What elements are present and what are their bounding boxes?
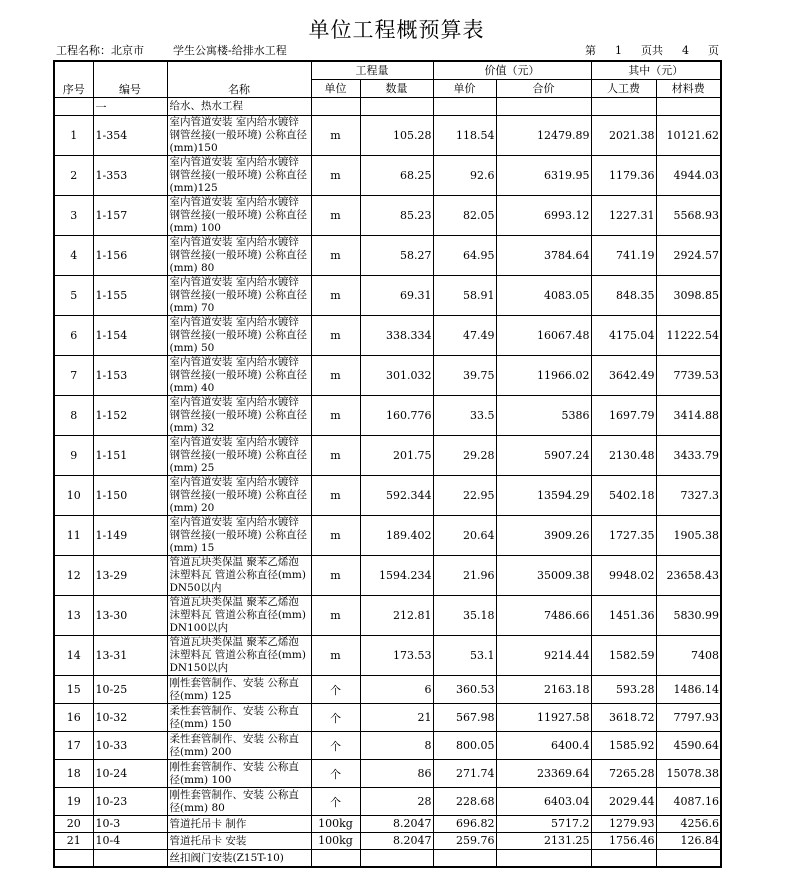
cell-total: 2163.18 bbox=[496, 676, 591, 704]
cell-code: 13-30 bbox=[93, 596, 167, 636]
cell-material: 7797.93 bbox=[656, 704, 721, 732]
cell-seq: 3 bbox=[54, 196, 93, 236]
section-row bbox=[54, 98, 721, 116]
cell-material: 10121.62 bbox=[656, 116, 721, 156]
table-row bbox=[54, 116, 721, 156]
cell-name: 管道瓦块类保温 聚苯乙烯泡沫塑料瓦 管道公称直径(mm) DN150以内 bbox=[167, 636, 311, 676]
cell-total: 13594.29 bbox=[496, 476, 591, 516]
cell-name: 室内管道安装 室内给水镀锌钢管丝接(一般环境) 公称直径(mm) 50 bbox=[167, 316, 311, 356]
cell-price: 696.82 bbox=[433, 816, 496, 833]
header-seq: 序号 bbox=[54, 61, 93, 98]
cell-name: 柔性套管制作、安装 公称直径(mm) 150 bbox=[167, 704, 311, 732]
cell-total: 6400.4 bbox=[496, 732, 591, 760]
cell-price: 53.1 bbox=[433, 636, 496, 676]
cell-total: 5907.24 bbox=[496, 436, 591, 476]
cell-material: 4256.6 bbox=[656, 816, 721, 833]
cell-total: 3784.64 bbox=[496, 236, 591, 276]
table-row bbox=[54, 788, 721, 816]
cell-total: 12479.89 bbox=[496, 116, 591, 156]
cell-price: 800.05 bbox=[433, 732, 496, 760]
cell-code: 10-24 bbox=[93, 760, 167, 788]
cell-name: 室内管道安装 室内给水镀锌钢管丝接(一般环境) 公称直径(mm) 15 bbox=[167, 516, 311, 556]
header-name: 名称 bbox=[167, 61, 311, 98]
cell-name: 室内管道安装 室内给水镀锌钢管丝接(一般环境) 公称直径(mm) 25 bbox=[167, 436, 311, 476]
cell-labor: 9948.02 bbox=[591, 556, 656, 596]
page-total: 4 bbox=[682, 44, 689, 57]
cell-unit: m bbox=[311, 556, 360, 596]
cell-price: 39.75 bbox=[433, 356, 496, 396]
cell-price: 567.98 bbox=[433, 704, 496, 732]
cell-code: 1-151 bbox=[93, 436, 167, 476]
cell-qty: 86 bbox=[360, 760, 433, 788]
cell-total: 11927.58 bbox=[496, 704, 591, 732]
cell-qty: 58.27 bbox=[360, 236, 433, 276]
cell-material: 2924.57 bbox=[656, 236, 721, 276]
cell-total: 6403.04 bbox=[496, 788, 591, 816]
cell-name: 刚性套管制作、安装 公称直径(mm) 125 bbox=[167, 676, 311, 704]
header-total: 合价 bbox=[496, 80, 591, 98]
cell-unit: 个 bbox=[311, 704, 360, 732]
cell-name: 刚性套管制作、安装 公称直径(mm) 100 bbox=[167, 760, 311, 788]
cell-price: 92.6 bbox=[433, 156, 496, 196]
table-row bbox=[54, 833, 721, 850]
cell-code: 1-353 bbox=[93, 156, 167, 196]
cell-labor: 1585.92 bbox=[591, 732, 656, 760]
cell-unit: m bbox=[311, 116, 360, 156]
table-row bbox=[54, 516, 721, 556]
cell-unit: m bbox=[311, 396, 360, 436]
cell-code: 10-3 bbox=[93, 816, 167, 833]
cell-total: 6993.12 bbox=[496, 196, 591, 236]
cell-price: 20.64 bbox=[433, 516, 496, 556]
cell-labor: 1727.35 bbox=[591, 516, 656, 556]
table-row bbox=[54, 556, 721, 596]
cell-price: 22.95 bbox=[433, 476, 496, 516]
cell-qty: 160.776 bbox=[360, 396, 433, 436]
cell-price: 58.91 bbox=[433, 276, 496, 316]
cell-qty: 189.402 bbox=[360, 516, 433, 556]
cell-seq: 1 bbox=[54, 116, 93, 156]
cell-qty: 1594.234 bbox=[360, 556, 433, 596]
cell-code: 1-154 bbox=[93, 316, 167, 356]
cell-price: 64.95 bbox=[433, 236, 496, 276]
cell-seq: 17 bbox=[54, 732, 93, 760]
cell-name: 管道瓦块类保温 聚苯乙烯泡沫塑料瓦 管道公称直径(mm) DN100以内 bbox=[167, 596, 311, 636]
cell-labor: 1279.93 bbox=[591, 816, 656, 833]
cell-material: 4590.64 bbox=[656, 732, 721, 760]
cell-price: 33.5 bbox=[433, 396, 496, 436]
cell-name: 管道瓦块类保温 聚苯乙烯泡沫塑料瓦 管道公称直径(mm) DN50以内 bbox=[167, 556, 311, 596]
document-title: 单位工程概预算表 bbox=[308, 18, 485, 42]
cell-code: 1-152 bbox=[93, 396, 167, 436]
cell-seq: 11 bbox=[54, 516, 93, 556]
header-qty-group: 工程量 bbox=[311, 61, 433, 80]
cell-name: 室内管道安装 室内给水镀锌钢管丝接(一般环境) 公称直径(mm) 40 bbox=[167, 356, 311, 396]
cell-code: 13-29 bbox=[93, 556, 167, 596]
cell-qty: 301.032 bbox=[360, 356, 433, 396]
cell-code: 10-33 bbox=[93, 732, 167, 760]
header-detail-group: 其中（元） bbox=[591, 61, 721, 80]
table-row bbox=[54, 236, 721, 276]
cell-name: 室内管道安装 室内给水镀锌钢管丝接(一般环境) 公称直径(mm) 70 bbox=[167, 276, 311, 316]
cell-seq: 16 bbox=[54, 704, 93, 732]
cell-material: 7739.53 bbox=[656, 356, 721, 396]
cell-qty: 201.75 bbox=[360, 436, 433, 476]
project-name: 学生公寓楼-给排水工程 bbox=[173, 44, 287, 57]
cell-price: 29.28 bbox=[433, 436, 496, 476]
cell-name: 丝扣阀门安装(Z15T-10) bbox=[167, 850, 311, 868]
cell-total: 11966.02 bbox=[496, 356, 591, 396]
cell-code: 1-155 bbox=[93, 276, 167, 316]
cell-material: 5830.99 bbox=[656, 596, 721, 636]
cell-total: 4083.05 bbox=[496, 276, 591, 316]
cell-seq: 19 bbox=[54, 788, 93, 816]
cell-seq: 12 bbox=[54, 556, 93, 596]
table-row bbox=[54, 476, 721, 516]
cell-labor: 1227.31 bbox=[591, 196, 656, 236]
cell-total: 6319.95 bbox=[496, 156, 591, 196]
cell-qty: 173.53 bbox=[360, 636, 433, 676]
cell-labor: 1451.36 bbox=[591, 596, 656, 636]
cell-code: 10-25 bbox=[93, 676, 167, 704]
cell-material: 3098.85 bbox=[656, 276, 721, 316]
cell-unit: 个 bbox=[311, 676, 360, 704]
cell-seq: 20 bbox=[54, 816, 93, 833]
header-material: 材料费 bbox=[656, 80, 721, 98]
cell-total: 16067.48 bbox=[496, 316, 591, 356]
cell-unit: m bbox=[311, 196, 360, 236]
cell-labor: 3618.72 bbox=[591, 704, 656, 732]
cell-material: 11222.54 bbox=[656, 316, 721, 356]
table-row bbox=[54, 636, 721, 676]
cell-unit: m bbox=[311, 436, 360, 476]
cell-qty: 68.25 bbox=[360, 156, 433, 196]
cell-total: 35009.38 bbox=[496, 556, 591, 596]
header-price: 单价 bbox=[433, 80, 496, 98]
cell-qty: 21 bbox=[360, 704, 433, 732]
cell-material: 5568.93 bbox=[656, 196, 721, 236]
cell-seq: 7 bbox=[54, 356, 93, 396]
cell-code: 10-32 bbox=[93, 704, 167, 732]
cell-labor: 848.35 bbox=[591, 276, 656, 316]
header-labor: 人工费 bbox=[591, 80, 656, 98]
cell-code: 1-153 bbox=[93, 356, 167, 396]
cell-qty: 338.334 bbox=[360, 316, 433, 356]
cell-unit: m bbox=[311, 516, 360, 556]
cell-qty: 28 bbox=[360, 788, 433, 816]
page-number: 1 bbox=[615, 44, 622, 57]
cell-unit: m bbox=[311, 596, 360, 636]
header-qty: 数量 bbox=[360, 80, 433, 98]
cell-price: 35.18 bbox=[433, 596, 496, 636]
cell-seq: 5 bbox=[54, 276, 93, 316]
budget-table bbox=[53, 60, 722, 868]
cell-labor: 2021.38 bbox=[591, 116, 656, 156]
cell-price: 21.96 bbox=[433, 556, 496, 596]
cell-code: 1-157 bbox=[93, 196, 167, 236]
cell-name: 室内管道安装 室内给水镀锌钢管丝接(一般环境) 公称直径(mm) 32 bbox=[167, 396, 311, 436]
cell-seq: 4 bbox=[54, 236, 93, 276]
cell-total: 2131.25 bbox=[496, 833, 591, 850]
cell-name: 柔性套管制作、安装 公称直径(mm) 200 bbox=[167, 732, 311, 760]
cell-qty: 6 bbox=[360, 676, 433, 704]
table-row bbox=[54, 196, 721, 236]
cell-material: 7327.3 bbox=[656, 476, 721, 516]
cell-seq: 18 bbox=[54, 760, 93, 788]
cell-code: 1-150 bbox=[93, 476, 167, 516]
cell-seq: 21 bbox=[54, 833, 93, 850]
cell-qty: 105.28 bbox=[360, 116, 433, 156]
cell-price: 259.76 bbox=[433, 833, 496, 850]
cell-unit: m bbox=[311, 356, 360, 396]
cell-qty: 69.31 bbox=[360, 276, 433, 316]
table-row bbox=[54, 816, 721, 833]
cell-material: 23658.43 bbox=[656, 556, 721, 596]
cell-name: 室内管道安装 室内给水镀锌钢管丝接(一般环境) 公称直径(mm) 80 bbox=[167, 236, 311, 276]
cell-seq: 15 bbox=[54, 676, 93, 704]
cell-qty: 8 bbox=[360, 732, 433, 760]
table-row-partial bbox=[54, 850, 721, 868]
cell-name: 室内管道安装 室内给水镀锌钢管丝接(一般环境) 公称直径(mm) 20 bbox=[167, 476, 311, 516]
table-row bbox=[54, 156, 721, 196]
cell-material: 1905.38 bbox=[656, 516, 721, 556]
cell-unit: 100kg bbox=[311, 816, 360, 833]
cell-name: 管道托吊卡 安装 bbox=[167, 833, 311, 850]
cell-seq: 13 bbox=[54, 596, 93, 636]
cell-name: 室内管道安装 室内给水镀锌钢管丝接(一般环境) 公称直径(mm)125 bbox=[167, 156, 311, 196]
cell-name: 管道托吊卡 制作 bbox=[167, 816, 311, 833]
cell-unit: 个 bbox=[311, 788, 360, 816]
cell-material: 126.84 bbox=[656, 833, 721, 850]
cell-qty: 85.23 bbox=[360, 196, 433, 236]
cell-labor: 741.19 bbox=[591, 236, 656, 276]
cell-labor: 1179.36 bbox=[591, 156, 656, 196]
cell-material: 7408 bbox=[656, 636, 721, 676]
cell-unit: m bbox=[311, 316, 360, 356]
table-row bbox=[54, 316, 721, 356]
cell-total: 9214.44 bbox=[496, 636, 591, 676]
cell-code: 1-149 bbox=[93, 516, 167, 556]
cell-material: 3414.88 bbox=[656, 396, 721, 436]
cell-labor: 5402.18 bbox=[591, 476, 656, 516]
cell-price: 118.54 bbox=[433, 116, 496, 156]
cell-labor: 1582.59 bbox=[591, 636, 656, 676]
cell-labor: 2029.44 bbox=[591, 788, 656, 816]
page-indicator bbox=[585, 42, 719, 58]
cell-total: 5386 bbox=[496, 396, 591, 436]
project-label: 工程名称：北京市 bbox=[56, 44, 144, 57]
page-suffix: 页 bbox=[708, 44, 719, 57]
cell-unit: m bbox=[311, 476, 360, 516]
cell-unit: m bbox=[311, 156, 360, 196]
cell-labor: 1697.79 bbox=[591, 396, 656, 436]
cell-labor: 3642.49 bbox=[591, 356, 656, 396]
section-code: 一 bbox=[93, 98, 167, 116]
cell-price: 360.53 bbox=[433, 676, 496, 704]
cell-unit: m bbox=[311, 276, 360, 316]
cell-price: 47.49 bbox=[433, 316, 496, 356]
cell-material: 15078.38 bbox=[656, 760, 721, 788]
cell-seq: 14 bbox=[54, 636, 93, 676]
cell-seq: 8 bbox=[54, 396, 93, 436]
cell-price: 228.68 bbox=[433, 788, 496, 816]
cell-labor: 7265.28 bbox=[591, 760, 656, 788]
cell-total: 23369.64 bbox=[496, 760, 591, 788]
header-unit: 单位 bbox=[311, 80, 360, 98]
cell-name: 室内管道安装 室内给水镀锌钢管丝接(一般环境) 公称直径(mm) 100 bbox=[167, 196, 311, 236]
cell-price: 271.74 bbox=[433, 760, 496, 788]
cell-labor: 4175.04 bbox=[591, 316, 656, 356]
cell-material: 4087.16 bbox=[656, 788, 721, 816]
table-row bbox=[54, 704, 721, 732]
cell-labor: 1756.46 bbox=[591, 833, 656, 850]
table-row bbox=[54, 760, 721, 788]
cell-seq: 9 bbox=[54, 436, 93, 476]
cell-unit: 个 bbox=[311, 760, 360, 788]
cell-material: 3433.79 bbox=[656, 436, 721, 476]
cell-unit: 个 bbox=[311, 732, 360, 760]
header-code: 编号 bbox=[93, 61, 167, 98]
cell-qty: 592.344 bbox=[360, 476, 433, 516]
table-row bbox=[54, 676, 721, 704]
table-row bbox=[54, 436, 721, 476]
cell-material: 1486.14 bbox=[656, 676, 721, 704]
cell-code: 13-31 bbox=[93, 636, 167, 676]
cell-name: 刚性套管制作、安装 公称直径(mm) 80 bbox=[167, 788, 311, 816]
cell-qty: 8.2047 bbox=[360, 816, 433, 833]
header-value-group: 价值（元） bbox=[433, 61, 591, 80]
cell-qty: 212.81 bbox=[360, 596, 433, 636]
cell-price: 82.05 bbox=[433, 196, 496, 236]
cell-unit: 100kg bbox=[311, 833, 360, 850]
cell-seq: 2 bbox=[54, 156, 93, 196]
cell-seq: 6 bbox=[54, 316, 93, 356]
cell-labor: 593.28 bbox=[591, 676, 656, 704]
cell-unit: m bbox=[311, 236, 360, 276]
page-prefix: 第 bbox=[585, 44, 596, 57]
project-info bbox=[56, 42, 287, 58]
page-mid: 页共 bbox=[641, 44, 663, 57]
cell-material: 4944.03 bbox=[656, 156, 721, 196]
cell-seq: 10 bbox=[54, 476, 93, 516]
cell-code: 1-354 bbox=[93, 116, 167, 156]
cell-total: 7486.66 bbox=[496, 596, 591, 636]
cell-code: 10-4 bbox=[93, 833, 167, 850]
table-row bbox=[54, 396, 721, 436]
table-row bbox=[54, 596, 721, 636]
cell-qty: 8.2047 bbox=[360, 833, 433, 850]
section-name: 给水、热水工程 bbox=[167, 98, 311, 116]
cell-code: 1-156 bbox=[93, 236, 167, 276]
cell-total: 3909.26 bbox=[496, 516, 591, 556]
cell-unit: m bbox=[311, 636, 360, 676]
cell-name: 室内管道安装 室内给水镀锌钢管丝接(一般环境) 公称直径(mm)150 bbox=[167, 116, 311, 156]
table-row bbox=[54, 276, 721, 316]
table-row bbox=[54, 356, 721, 396]
cell-labor: 2130.48 bbox=[591, 436, 656, 476]
cell-total: 5717.2 bbox=[496, 816, 591, 833]
cell-code: 10-23 bbox=[93, 788, 167, 816]
table-row bbox=[54, 732, 721, 760]
